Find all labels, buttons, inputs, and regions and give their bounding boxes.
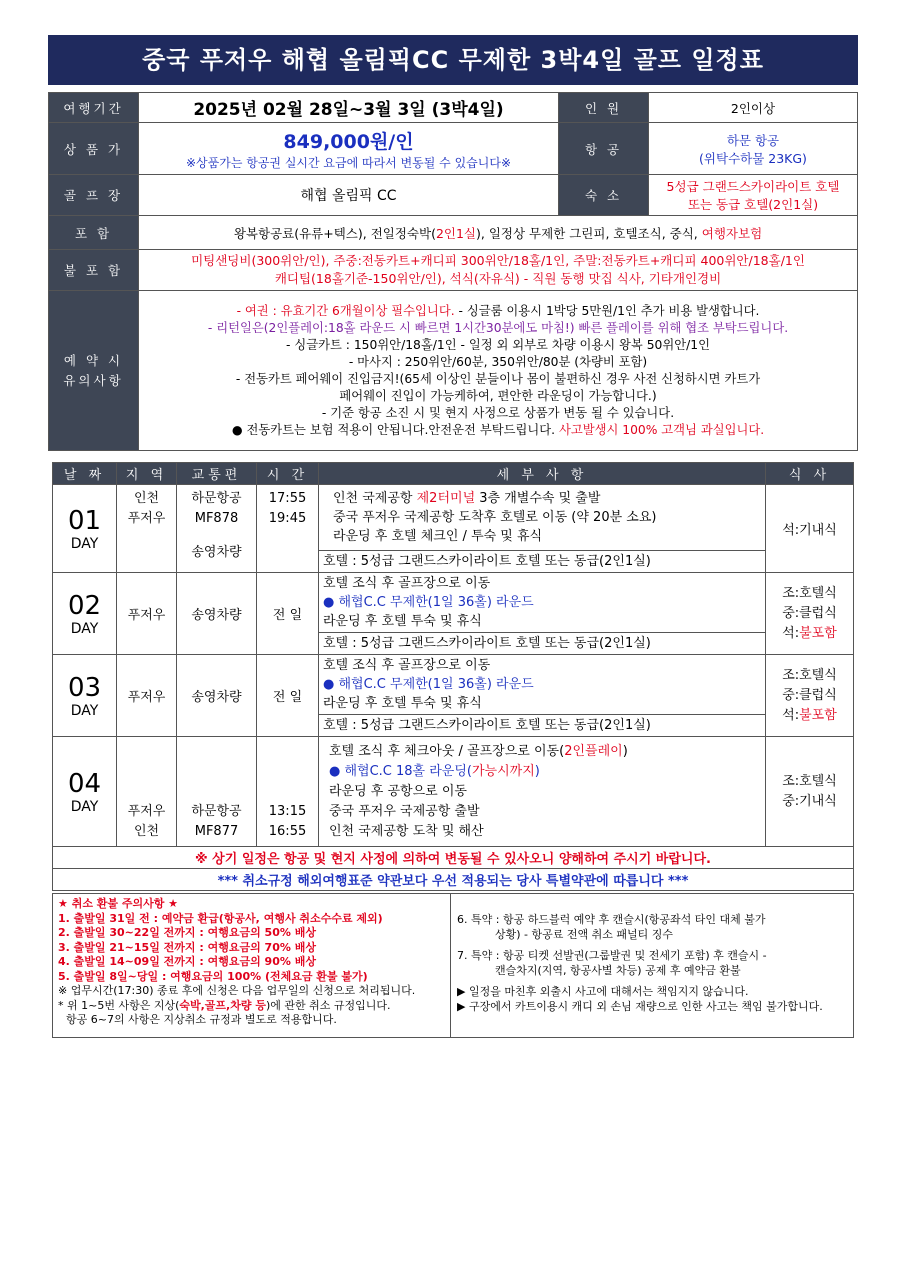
price-label: 상 품 가 — [49, 123, 139, 175]
day4-transport — [177, 737, 257, 847]
day4-time — [257, 737, 319, 847]
special-terms — [451, 894, 853, 1037]
day1-label: DAY — [70, 535, 99, 552]
day3-transport: 송영차량 — [177, 655, 257, 737]
day1-terminal: 제2터미널 — [416, 491, 476, 506]
info-table — [48, 92, 858, 451]
day4-detail-3: 라운딩 후 공항으로 이동 — [329, 783, 467, 799]
day1-time-2: 19:45 — [268, 511, 307, 526]
cancel-rule-5: 5. 출발일 8일~당일 : 여행요금의 100% (전체요금 환불 불가) — [58, 969, 368, 983]
day4-detail — [319, 737, 766, 847]
cancel-note-2: * 위 1~5번 사항은 지상(숙박,골프,차량 등)에 관한 취소 규정입니다. — [58, 998, 391, 1012]
day2-meal — [766, 573, 854, 655]
note-7: - 기준 항공 소진 시 및 현지 사정으로 상품가 변동 될 수 있습니다. — [321, 405, 675, 420]
day4-label: DAY — [70, 798, 99, 815]
day4-detail-4: 중국 푸저우 국제공항 출발 — [329, 803, 480, 819]
schedule-notice: ※ 상기 일정은 항공 및 현지 사정에 의하여 변동될 수 있사오니 양해하여 주시기 바랍니다. — [53, 847, 854, 869]
day4-region — [117, 737, 177, 847]
day1-detail — [319, 485, 766, 551]
day1-time-1: 17:55 — [268, 491, 307, 506]
note-passport: - 여권 : 유효기간 6개월이상 필수입니다. — [236, 303, 455, 318]
special-7: 7. 특약 : 항공 티켓 선발권(그룹발권 및 전세기 포함) 후 캔슬시 - — [457, 949, 767, 962]
note-8 — [143, 422, 853, 439]
period-value: 2025년 02월 28일~3월 3일 (3박4일) — [139, 93, 559, 123]
day3-date — [53, 655, 117, 737]
day4-detail-5: 인천 국제공항 도착 및 해산 — [329, 823, 484, 839]
day1-region — [117, 485, 177, 573]
note-single-room: - 싱글룸 이용시 1박당 5만원/1인 추가 비용 발생합니다. — [454, 303, 760, 318]
special-6: 6. 특약 : 항공 하드블럭 예약 후 캔슬시(항공좌석 타인 대체 불가 — [457, 913, 766, 926]
day3-dinner: 석:불포함 — [782, 707, 837, 723]
day4-detail-2: ● 해협C.C 18홀 라운딩(가능시까지) — [329, 763, 540, 779]
day1-detail-1: 인천 국제공항 제2터미널 3층 개별수속 및 출발 — [333, 491, 601, 506]
price-cell — [139, 123, 559, 175]
day1-hotel: 호텔 : 5성급 그랜드스카이라이트 호텔 또는 동급(2인1실) — [319, 551, 766, 573]
day2-date — [53, 573, 117, 655]
hotel-value: 5성급 그랜드스카이라이트 호텔 — [666, 179, 840, 194]
day4-lunch: 중:기내식 — [782, 793, 837, 809]
header-detail: 세 부 사 항 — [319, 463, 766, 485]
day3-breakfast: 조:호텔식 — [782, 667, 837, 683]
day1-shuttle: 송영차량 — [191, 545, 242, 560]
period-label: 여행기간 — [49, 93, 139, 123]
day2-detail-1: 호텔 조식 후 골프장으로 이동 — [323, 576, 491, 591]
day1-detail-3: 라운딩 후 호텔 체크인 / 투숙 및 휴식 — [333, 529, 543, 544]
cancel-rule-4: 4. 출발일 14~09일 전까지 : 여행요금의 90% 배상 — [58, 955, 316, 968]
day4-time-2: 16:55 — [268, 824, 307, 839]
day1-region-1: 인천 — [133, 491, 160, 506]
day1-transport — [177, 485, 257, 573]
include-text-2: ), 일정상 무제한 그린피, 호텔조식, 중식, — [476, 225, 702, 241]
page-title: 중국 푸저우 해협 올림픽CC 무제한 3박4일 골프 일정표 — [48, 35, 858, 85]
special-8: ▶ 일정을 마친후 외출시 사고에 대해서는 책임지지 않습니다. — [457, 985, 749, 998]
exclude-label: 불 포 함 — [49, 250, 139, 291]
header-transport: 교통편 — [177, 463, 257, 485]
day2-number: 02 — [67, 590, 102, 621]
cancel-rule-1: 1. 출발일 31일 전 : 예약금 환급(항공사, 여행사 취소수수료 제외) — [58, 911, 383, 925]
day1-number: 01 — [67, 505, 102, 536]
golf-label: 골 프 장 — [49, 175, 139, 216]
cancel-rule-2: 2. 출발일 30~22일 전까지 : 여행요금의 50% 배상 — [58, 926, 316, 939]
notes-label-2: 유의사항 — [63, 372, 124, 388]
day3-detail-1: 호텔 조식 후 골프장으로 이동 — [323, 658, 491, 673]
day1-meal: 석:기내식 — [766, 485, 854, 573]
note-5: - 전동카트 페어웨이 진입금지!(65세 이상인 분들이나 몸이 불편하신 경우 사전 신청하시면 카트가 — [235, 371, 761, 386]
header-meal: 식 사 — [766, 463, 854, 485]
hotel-value-2: 또는 동급 호텔(2인1실) — [687, 197, 819, 212]
people-label: 인 원 — [559, 93, 649, 123]
header-time: 시 간 — [257, 463, 319, 485]
cancel-rules — [53, 894, 451, 1037]
day2-breakfast: 조:호텔식 — [782, 585, 837, 601]
cancel-rule-3: 3. 출발일 21~15일 전까지 : 여행요금의 70% 배상 — [58, 940, 316, 954]
air-value: 하문 항공 — [726, 132, 780, 148]
day2-detail — [319, 573, 766, 633]
day3-detail — [319, 655, 766, 715]
include-insurance: 여행자보험 — [701, 225, 763, 241]
day3-detail-2: ● 해협C.C 무제한(1일 36홀) 라운드 — [323, 677, 534, 692]
day2-dinner: 석:불포함 — [782, 625, 837, 641]
air-label: 항 공 — [559, 123, 649, 175]
note-accident: 사고발생시 100% 고객님 과실입니다. — [558, 422, 765, 437]
cancel-section — [52, 893, 854, 1038]
air-cell — [649, 123, 858, 175]
note-6: 페어웨이 진입이 가능케하여, 편안한 라운딩이 가능합니다.) — [339, 388, 657, 403]
day2-label: DAY — [70, 620, 99, 637]
day4-time-1: 13:15 — [268, 804, 307, 819]
include-label: 포 함 — [49, 216, 139, 250]
special-7-cont: 캔슬차지(지역, 항공사별 차등) 공제 후 예약금 환불 — [495, 964, 741, 977]
note-cart: ● 전동카트는 보험 적용이 안됩니다.안전운전 부탁드립니다. — [231, 422, 559, 437]
notes-label — [49, 291, 139, 451]
schedule-table — [52, 462, 854, 891]
day3-detail-3: 라운딩 후 호텔 투숙 및 휴식 — [323, 696, 482, 711]
notes-cell — [139, 291, 858, 451]
cancel-title: ★ 취소 환불 주의사항 ★ — [58, 897, 179, 910]
day2-lunch: 중:클럽식 — [782, 605, 837, 621]
day4-airline: 하문항공 — [191, 804, 242, 819]
day3-label: DAY — [70, 702, 99, 719]
header-region: 지 역 — [117, 463, 177, 485]
day4-flight: MF877 — [194, 824, 239, 839]
price-note: ※상품가는 항공권 실시간 요금에 따라서 변동될 수 있습니다※ — [185, 155, 512, 170]
day1-date — [53, 485, 117, 573]
day2-transport: 송영차량 — [177, 573, 257, 655]
note-2: - 리턴일은(2인플레이:18홀 라운드 시 빠르면 1시간30분에도 마침!) 빠른 플레이를 위해 협조 부탁드립니다. — [207, 320, 789, 335]
golf-value: 해협 올림픽 CC — [139, 175, 559, 216]
day4-breakfast: 조:호텔식 — [782, 773, 837, 789]
note-1 — [143, 303, 853, 320]
day2-detail-2: ● 해협C.C 무제한(1일 36홀) 라운드 — [323, 595, 534, 610]
special-9: ▶ 구장에서 카트이용시 캐디 외 손님 재량으로 인한 사고는 책임 불가합니다. — [457, 1000, 823, 1013]
day3-number: 03 — [67, 672, 102, 703]
include-value — [139, 216, 858, 250]
day1-flight: MF878 — [194, 511, 239, 526]
day4-region-2: 인천 — [133, 824, 160, 839]
day1-region-2: 푸저우 — [127, 511, 166, 526]
day3-region: 푸저우 — [117, 655, 177, 737]
day4-detail-1: 호텔 조식 후 체크아웃 / 골프장으로 이동(2인플레이) — [329, 743, 628, 759]
include-text: 왕복항공료(유류+텍스), 전일정숙박( — [233, 225, 436, 241]
cancel-note-1: ※ 업무시간(17:30) 종료 후에 신청은 다음 업무일의 신청으로 처리됩니다. — [58, 984, 416, 997]
note-3: - 싱글카트 : 150위안/18홀/1인 - 일정 외 외부로 차량 이용시 왕복 50위안/1인 — [286, 337, 710, 352]
cancel-note-3: 항공 6~7의 사항은 지상취소 규정과 별도로 적용합니다. — [66, 1013, 337, 1026]
people-value: 2인이상 — [649, 93, 858, 123]
hotel-label: 숙 소 — [559, 175, 649, 216]
day1-airline: 하문항공 — [191, 491, 242, 506]
day2-detail-3: 라운딩 후 호텔 투숙 및 휴식 — [323, 614, 482, 629]
note-4: - 마사지 : 250위안/60분, 350위안/80분 (차량비 포함) — [348, 354, 648, 369]
price-value: 849,000원/인 — [283, 130, 414, 153]
day4-region-1: 푸저우 — [127, 804, 166, 819]
exclude-line-2: 캐디팁(18홀기준-150위안/인), 석식(자유식) - 직원 동행 맛집 식사, 기타개인경비 — [274, 271, 722, 286]
day1-detail-2: 중국 푸저우 국제공항 도착후 호텔로 이동 (약 20분 소요) — [333, 510, 657, 525]
day4-meal — [766, 737, 854, 847]
day2-time: 전 일 — [257, 573, 319, 655]
day2-region: 푸저우 — [117, 573, 177, 655]
day4-date — [53, 737, 117, 847]
day3-lunch: 중:클럽식 — [782, 687, 837, 703]
exclude-value — [139, 250, 858, 291]
day2-hotel: 호텔 : 5성급 그랜드스카이라이트 호텔 또는 동급(2인1실) — [319, 633, 766, 655]
day4-number: 04 — [67, 768, 102, 799]
day3-meal — [766, 655, 854, 737]
day1-time — [257, 485, 319, 573]
day3-hotel: 호텔 : 5성급 그랜드스카이라이트 호텔 또는 동급(2인1실) — [319, 715, 766, 737]
header-date: 날 짜 — [53, 463, 117, 485]
exclude-line-1: 미팅샌딩비(300위안/인), 주중:전동카트+캐디피 300위안/18홀/1인, 주말:전동카트+캐디피 400위안/18홀/1인 — [191, 253, 805, 268]
special-6-cont: 상황) - 항공료 전액 취소 패널티 징수 — [495, 928, 674, 941]
air-baggage: (위탁수하물 23KG) — [699, 150, 807, 166]
cancel-policy-notice: *** 취소규정 해외여행표준 약관보다 우선 적용되는 당사 특별약관에 따릅니다 *** — [53, 869, 854, 891]
include-room: 2인1실 — [435, 225, 477, 241]
day3-time: 전 일 — [257, 655, 319, 737]
notes-label-1: 예 약 시 — [63, 352, 124, 368]
hotel-cell — [649, 175, 858, 216]
